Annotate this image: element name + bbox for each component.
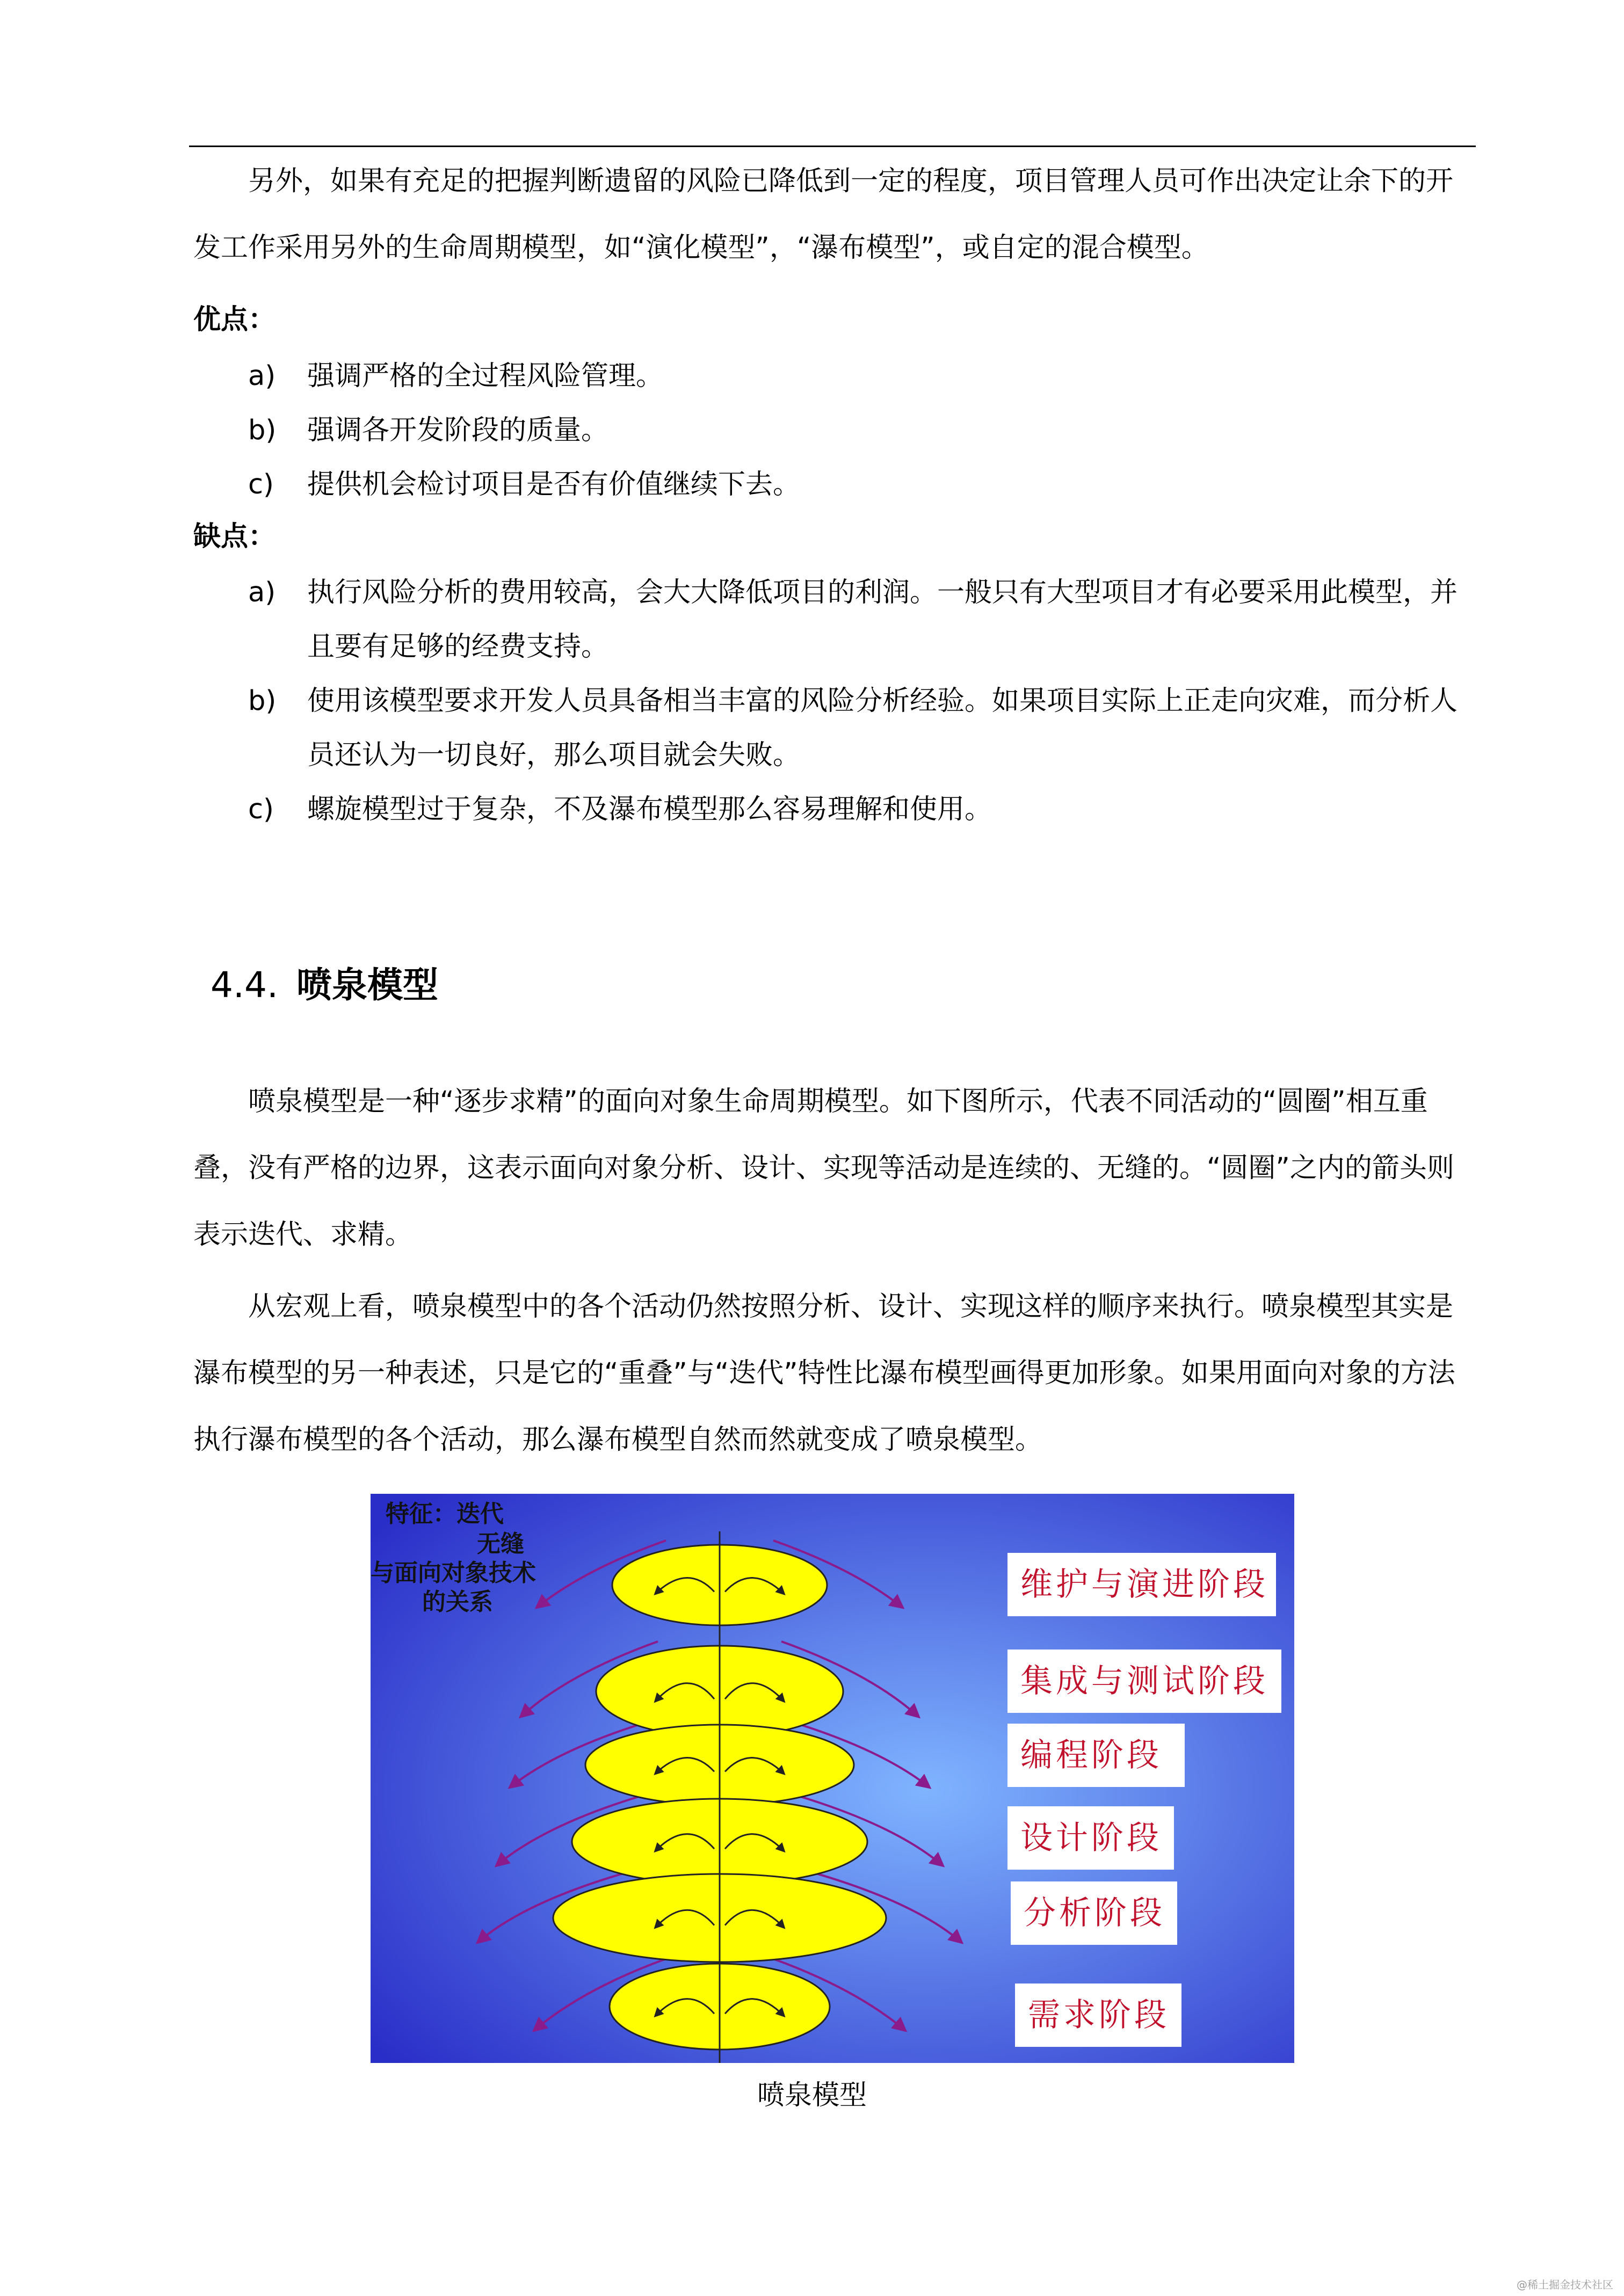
watermark: @稀土掘金技术社区 xyxy=(1517,2278,1613,2291)
cons-item: c) 螺旋模型过于复杂，不及瀑布模型那么容易理解和使用。 xyxy=(248,794,992,825)
cons-heading: 缺点： xyxy=(193,521,276,553)
cons-item: b) 使用该模型要求开发人员具备相当丰富的风险分析经验。如果项目实际上正走向灾难，而分析人员还认为一切良好，那么项目就会失败。 xyxy=(248,685,1458,771)
figure-caption: 喷泉模型 xyxy=(757,2080,867,2111)
stage-label: 维护与演进阶段 xyxy=(1020,1566,1268,1603)
pros-item: c) 提供机会检讨项目是否有价值继续下去。 xyxy=(248,469,801,500)
fountain-model-figure xyxy=(371,1494,1294,2063)
stage-label: 集成与测试阶段 xyxy=(1020,1662,1268,1700)
cons-item: a) 执行风险分析的费用较高，会大大降低项目的利润。一般只有大型项目才有必要采用此模型，并且要有足够的经费支持。 xyxy=(248,577,1458,663)
stage-label: 分析阶段 xyxy=(1024,1894,1165,1932)
stage-label: 需求阶段 xyxy=(1028,1996,1170,2034)
pros-item: a) 强调严格的全过程风险管理。 xyxy=(248,360,664,392)
header-rule xyxy=(189,146,1476,147)
section-title: 喷泉模型 xyxy=(296,964,438,1006)
paragraph-fountain-detail: 从宏观上看，喷泉模型中的各个活动仍然按照分析、设计、实现这样的顺序来执行。喷泉模型其实是瀑布模型的另一种表述，只是它的“重叠”与“迭代”特性比瀑布模型画得更加形象。如果用面向对象的方法执行瀑布模型的各个活动，那么瀑布模型自然而然就变成了喷泉模型。 xyxy=(193,1291,1455,1456)
pros-item: b) 强调各开发阶段的质量。 xyxy=(248,415,609,446)
intro-paragraph: 另外，如果有充足的把握判断遗留的风险已降低到一定的程度，项目管理人员可作出决定让余下的开发工作采用另外的生命周期模型，如“演化模型”，“瀑布模型”，或自定的混合模型。 xyxy=(193,165,1454,264)
stage-label: 编程阶段 xyxy=(1020,1736,1162,1774)
paragraph-fountain-intro: 喷泉模型是一种“逐步求精”的面向对象生命周期模型。如下图所示，代表不同活动的“圆圈”相互重叠，没有严格的边界，这表示面向对象分析、设计、实现等活动是连续的、无缝的。“圆圈”之内的箭头则表示迭代、求精。 xyxy=(193,1086,1454,1251)
pros-heading: 优点： xyxy=(193,304,276,336)
features-line: 的关系 xyxy=(422,1588,493,1616)
section-heading xyxy=(211,964,438,1007)
features-line: 与面向对象技术 xyxy=(371,1559,536,1587)
section-number: 4.4. xyxy=(211,964,278,1006)
stage-label: 设计阶段 xyxy=(1020,1819,1162,1857)
features-line: 无缝 xyxy=(477,1530,524,1558)
features-line: 特征：迭代 xyxy=(386,1500,504,1528)
